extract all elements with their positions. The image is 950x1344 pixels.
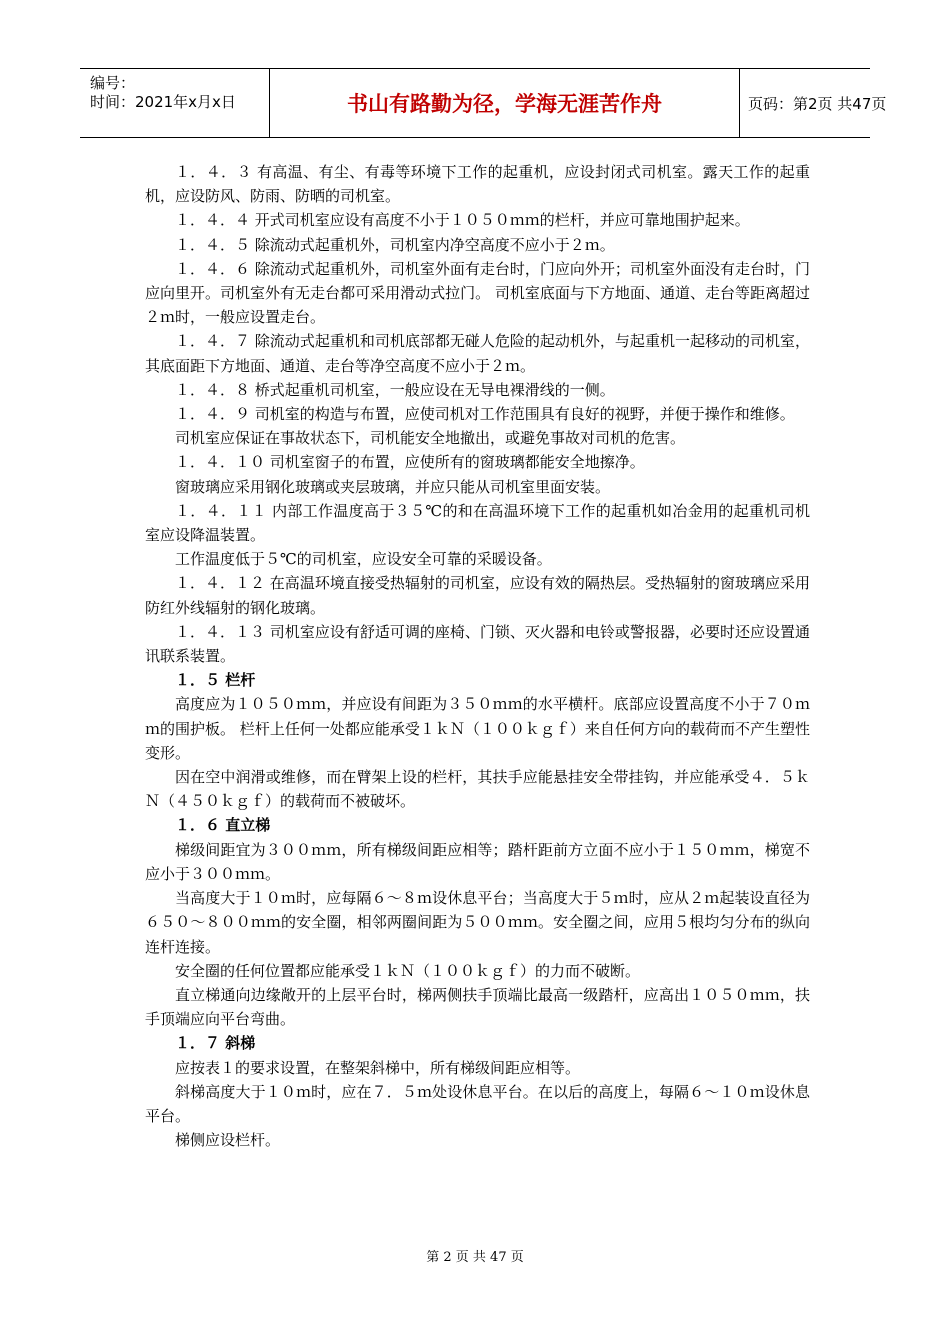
paragraph: 司机室应保证在事故状态下，司机能安全地撤出，或避免事故对司机的危害。 [175,429,686,448]
paragraph: １．４．９ 司机室的构造与布置，应使司机对工作范围具有良好的视野，并便于操作和维修。 [175,405,795,424]
paragraph: 窗玻璃应采用钢化玻璃或夹层玻璃，并应只能从司机室里面安装。 [175,477,611,496]
paragraph: １．４．８ 桥式起重机司机室，一般应设在无导电裸滑线的一侧。 [175,380,615,399]
paragraph: １．４．１０ 司机室窗子的布置，应使所有的窗玻璃都能安全地擦净。 [175,453,645,472]
paragraph: 梯级间距宜为３００ｍｍ，所有梯级间距应相等；踏杆距前方立面不应小于１５０ｍｍ，梯宽不应小于３００ｍｍ。 [145,840,810,883]
section-heading: １．７ 斜梯 [175,1034,256,1053]
header-page-number: 页码：第2页 共47页 [748,94,887,113]
page-footer: 第 2 页 共 47 页 [426,1250,524,1265]
document-date-label: 时间：2021年x月x日 [90,93,236,111]
paragraph: 高度应为１０５０ｍｍ，并应设有间距为３５０ｍｍ的水平横杆。底部应设置高度不小于７０ｍｍ的围护板。 栏杆上任何一处都应能承受１ｋＮ（１００ｋｇｆ）来自任何方向的载荷而不产生塑性变形。 [145,695,810,762]
paragraph: 梯侧应设栏杆。 [175,1131,281,1150]
paragraph: 安全圈的任何位置都应能承受１ｋＮ（１００ｋｇｆ）的力而不破断。 [175,961,641,980]
paragraph: １．４．５ 除流动式起重机外，司机室内净空高度不应小于２ｍ。 [175,235,615,254]
header-motto: 书山有路勤为径，学海无涯苦作舟 [270,69,740,137]
paragraph: 当高度大于１０ｍ时，应每隔６～８ｍ设休息平台；当高度大于５ｍ时，应从２ｍ起装设直径为６５０～８００ｍｍ的安全圈，相邻两圈间距为５００ｍｍ。安全圈之间，应用５根均匀分布的纵向连杆连接。 [145,889,810,956]
paragraph: １．４．４ 开式司机室应设有高度不小于１０５０ｍｍ的栏杆，并应可靠地围护起来。 [175,211,750,230]
paragraph: １．４．１２ 在高温环境直接受热辐射的司机室，应设有效的隔热层。受热辐射的窗玻璃应采用防红外线辐射的钢化玻璃。 [145,574,810,617]
page-header [80,68,887,138]
paragraph: １．４．７ 除流动式起重机和司机底部都无碰人危险的起动机外，与起重机一起移动的司机室，其底面距下方地面、通道、走台等净空高度不应小于２ｍ。 [145,332,810,375]
paragraph: 直立梯通向边缘敞开的上层平台时，梯两侧扶手顶端比最高一级踏杆，应高出１０５０ｍｍ，扶手顶端应向平台弯曲。 [145,985,810,1029]
paragraph: 工作温度低于５℃的司机室，应设安全可靠的采暖设备。 [175,550,552,569]
paragraph: １．４．１３ 司机室应设有舒适可调的座椅、门锁、灭火器和电铃或警报器，必要时还应设置通讯联系装置。 [145,622,810,666]
paragraph: 应按表１的要求设置，在整架斜梯中，所有梯级间距应相等。 [175,1058,581,1077]
paragraph: 因在空中润滑或维修，而在臂架上设的栏杆，其扶手应能悬挂安全带挂钩，并应能承受４．５ｋＮ（４５０ｋｇｆ）的载荷而不被破坏。 [145,768,810,811]
paragraph: １．４．６ 除流动式起重机外，司机室外面有走台时，门应向外开；司机室外面没有走台时，门应向里开。司机室外有无走台都可采用滑动式拉门。 司机室底面与下方地面、通道、走台等距离超过２ｍ时，一般应设置走台。 [145,259,810,327]
paragraph: 斜梯高度大于１０ｍ时，应在７．５ｍ处设休息平台。在以后的高度上，每隔６～１０ｍ设休息平台。 [145,1082,810,1125]
paragraph: １．４．３ 有高温、有尘、有毒等环境下工作的起重机，应设封闭式司机室。露天工作的起重机，应设防风、防雨、防晒的司机室。 [145,163,810,206]
document-body [145,160,810,1152]
header-meta [80,69,270,137]
section-heading: １．６ 直立梯 [175,816,271,835]
paragraph: １．４．１１ 内部工作温度高于３５℃的和在高温环境下工作的起重机如冶金用的起重机司机室应设降温装置。 [145,501,810,545]
document-number-label: 编号： [90,74,136,92]
section-heading: １．５ 栏杆 [175,671,256,690]
